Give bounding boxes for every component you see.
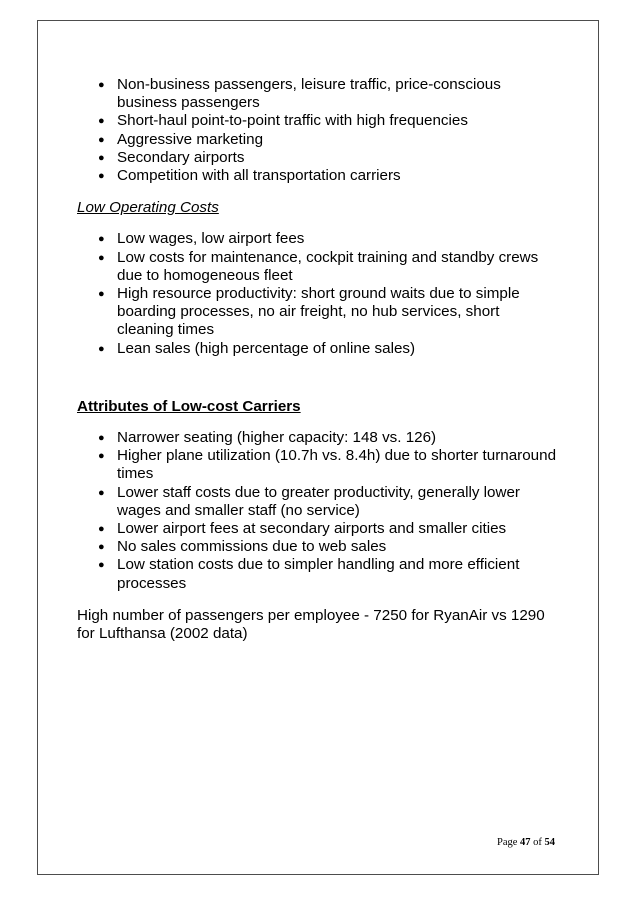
- bullet-icon: ●: [98, 342, 105, 355]
- list-item: ● Lower staff costs due to greater productivity, generally lower wages and smaller staff (no service): [98, 483, 520, 519]
- bullet-icon: ●: [98, 133, 105, 146]
- list-item: ● Aggressive marketing: [98, 130, 264, 148]
- total-pages: 54: [544, 837, 556, 848]
- list-item: ● No sales commissions due to web sales: [98, 538, 387, 556]
- bullet-icon: ●: [98, 486, 105, 499]
- page-number: 47: [520, 837, 531, 848]
- bullet-icon: ●: [98, 233, 105, 246]
- operating-costs-list: [77, 230, 577, 357]
- summary-paragraph: High number of passengers per employee - 7250 for RyanAir vs 1290 for Lufthansa (2002 data): [77, 606, 545, 643]
- bullet-icon: ●: [98, 450, 105, 463]
- page-footer: [497, 837, 555, 848]
- bullet-icon: ●: [98, 523, 105, 536]
- attributes-list: [77, 429, 577, 593]
- bullet-icon: ●: [98, 559, 105, 572]
- list-item: ● Lean sales (high percentage of online sales): [98, 339, 416, 357]
- list-item: ● Narrower seating (higher capacity: 148 vs. 126): [98, 429, 437, 447]
- list-item: ● Lower airport fees at secondary airports and smaller cities: [98, 520, 507, 538]
- list-item: ● Non-business passengers, leisure traffic, price-conscious business passengers: [98, 76, 501, 112]
- list-item: ● Higher plane utilization (10.7h vs. 8.4h) due to shorter turnaround times: [98, 447, 557, 483]
- list-item: ● Low wages, low airport fees: [98, 230, 305, 248]
- bullet-icon: ●: [98, 288, 105, 301]
- bullet-icon: ●: [98, 541, 105, 554]
- list-item: ● Secondary airports: [98, 148, 245, 166]
- list-item: ● Short-haul point-to-point traffic with high frequencies: [98, 112, 468, 130]
- bullet-icon: ●: [98, 151, 105, 164]
- bullet-icon: ●: [98, 251, 105, 264]
- bullet-icon: ●: [98, 115, 105, 128]
- section-heading-attributes: Attributes of Low-cost Carriers: [77, 397, 301, 415]
- page-label: Page: [497, 837, 518, 848]
- list-item: ● High resource productivity: short ground waits due to simple boarding processes, no air freight, no hub services, short cleaning times: [98, 285, 520, 339]
- list-item: ● Low station costs due to simpler handling and more efficient processes: [98, 556, 520, 592]
- bullet-icon: ●: [98, 170, 105, 183]
- audience-list: [77, 76, 577, 185]
- list-item: ● Low costs for maintenance, cockpit training and standby crews due to homogeneous fleet: [98, 248, 539, 284]
- list-item: ● Competition with all transportation carriers: [98, 167, 401, 185]
- of-label: of: [533, 837, 542, 848]
- bullet-icon: ●: [98, 79, 105, 91]
- section-heading-low-operating-costs: Low Operating Costs: [77, 199, 219, 217]
- document-body: [77, 76, 577, 643]
- bullet-icon: ●: [98, 432, 105, 445]
